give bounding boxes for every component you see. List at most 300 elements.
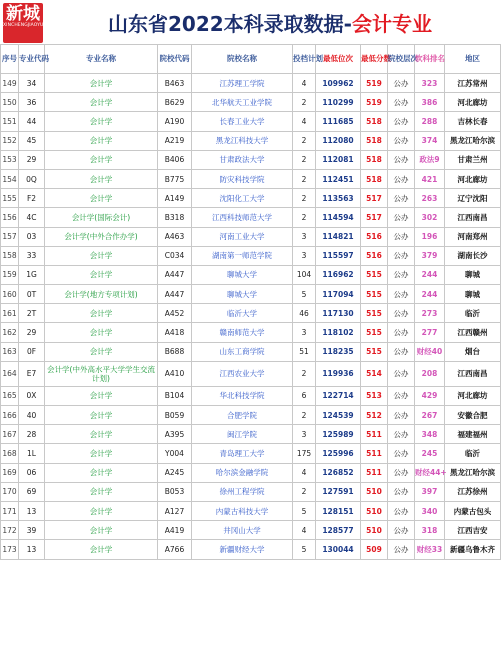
lowest-score: 519: [361, 93, 388, 112]
header-school-name: 院校名称: [192, 45, 293, 74]
major-name: 会计学: [45, 425, 158, 444]
soft-rank: 244: [415, 285, 445, 304]
soft-rank: 245: [415, 444, 445, 463]
major-name: 会计学(中外高水平大学学生交流计划): [45, 361, 158, 386]
lowest-rank: 130044: [316, 540, 361, 559]
plan-count: 2: [293, 169, 316, 188]
region: 新疆乌鲁木齐: [445, 540, 501, 559]
table-row: [1, 304, 501, 323]
lowest-score: 519: [361, 74, 388, 93]
school-level: 公办: [388, 227, 415, 246]
lowest-rank: 112081: [316, 150, 361, 169]
school-code: A452: [158, 304, 192, 323]
plan-count: 51: [293, 342, 316, 361]
lowest-score: 515: [361, 265, 388, 284]
lowest-rank: 124539: [316, 406, 361, 425]
header-major-name: 专业名称: [45, 45, 158, 74]
major-name: 会计学: [45, 444, 158, 463]
plan-count: 5: [293, 285, 316, 304]
major-name: 会计学(国际会计): [45, 208, 158, 227]
lowest-score: 515: [361, 285, 388, 304]
row-index: 159: [1, 265, 19, 284]
lowest-score: 510: [361, 521, 388, 540]
table-row: [1, 425, 501, 444]
major-code: 13: [19, 501, 45, 520]
major-code: 0F: [19, 342, 45, 361]
row-index: 152: [1, 131, 19, 150]
header-plan: 投档计划: [293, 45, 316, 74]
row-index: 154: [1, 169, 19, 188]
plan-count: 5: [293, 540, 316, 559]
lowest-score: 515: [361, 323, 388, 342]
school-level: 公办: [388, 540, 415, 559]
soft-rank: 208: [415, 361, 445, 386]
school-level: 公办: [388, 444, 415, 463]
major-name: 会计学: [45, 150, 158, 169]
major-name: 会计学: [45, 169, 158, 188]
plan-count: 104: [293, 265, 316, 284]
lowest-score: 515: [361, 342, 388, 361]
major-name: 会计学: [45, 265, 158, 284]
major-name: 会计学: [45, 521, 158, 540]
table-row: [1, 444, 501, 463]
lowest-score: 516: [361, 246, 388, 265]
plan-count: 2: [293, 482, 316, 501]
school-code: A149: [158, 189, 192, 208]
region: 聊城: [445, 285, 501, 304]
plan-count: 3: [293, 227, 316, 246]
row-index: 171: [1, 501, 19, 520]
major-code: E7: [19, 361, 45, 386]
plan-count: 2: [293, 208, 316, 227]
region: 辽宁沈阳: [445, 189, 501, 208]
table-header-row: [1, 45, 501, 74]
plan-count: 2: [293, 189, 316, 208]
lowest-score: 511: [361, 463, 388, 482]
major-name: 会计学: [45, 112, 158, 131]
school-code: A447: [158, 265, 192, 284]
major-code: 45: [19, 131, 45, 150]
lowest-rank: 114594: [316, 208, 361, 227]
major-name: 会计学: [45, 482, 158, 501]
school-level: 公办: [388, 323, 415, 342]
row-index: 161: [1, 304, 19, 323]
school-level: 公办: [388, 265, 415, 284]
school-code: A127: [158, 501, 192, 520]
school-level: 公办: [388, 93, 415, 112]
school-name: 北华航天工业学院: [192, 93, 293, 112]
school-level: 公办: [388, 463, 415, 482]
major-code: 1G: [19, 265, 45, 284]
lowest-score: 517: [361, 189, 388, 208]
school-code: A766: [158, 540, 192, 559]
region: 河北廊坊: [445, 169, 501, 188]
region: 湖南长沙: [445, 246, 501, 265]
school-name: 黑龙江科技大学: [192, 131, 293, 150]
major-name: 会计学: [45, 323, 158, 342]
soft-rank: 277: [415, 323, 445, 342]
lowest-rank: 109962: [316, 74, 361, 93]
school-name: 聊城大学: [192, 285, 293, 304]
school-name: 新疆财经大学: [192, 540, 293, 559]
header-lowest-rank: 最低位次: [316, 45, 361, 74]
major-code: 2T: [19, 304, 45, 323]
lowest-score: 511: [361, 444, 388, 463]
title-part-1: 山东省2022本科录取数据-: [108, 12, 352, 36]
soft-rank: 379: [415, 246, 445, 265]
major-code: 28: [19, 425, 45, 444]
lowest-rank: 112451: [316, 169, 361, 188]
lowest-score: 512: [361, 406, 388, 425]
header-major-code: 专业代码: [19, 45, 45, 74]
lowest-rank: 117130: [316, 304, 361, 323]
lowest-rank: 110299: [316, 93, 361, 112]
school-level: 公办: [388, 425, 415, 444]
major-code: 06: [19, 463, 45, 482]
lowest-rank: 111685: [316, 112, 361, 131]
lowest-score: 511: [361, 425, 388, 444]
major-code: 0X: [19, 386, 45, 405]
region: 安徽合肥: [445, 406, 501, 425]
lowest-rank: 114821: [316, 227, 361, 246]
table-row: [1, 361, 501, 386]
school-code: A219: [158, 131, 192, 150]
school-level: 公办: [388, 208, 415, 227]
school-name: 合肥学院: [192, 406, 293, 425]
major-code: 69: [19, 482, 45, 501]
school-name: 哈尔滨金融学院: [192, 463, 293, 482]
major-name: 会计学: [45, 386, 158, 405]
table-body: [1, 74, 501, 560]
school-level: 公办: [388, 285, 415, 304]
region: 江苏常州: [445, 74, 501, 93]
region: 江西赣州: [445, 323, 501, 342]
plan-count: 46: [293, 304, 316, 323]
soft-rank: 421: [415, 169, 445, 188]
soft-rank: 348: [415, 425, 445, 444]
header-idx: 序号: [1, 45, 19, 74]
school-code: A447: [158, 285, 192, 304]
major-code: 4C: [19, 208, 45, 227]
brand-logo: [3, 3, 43, 43]
major-name: 会计学: [45, 406, 158, 425]
school-level: 公办: [388, 74, 415, 93]
school-name: 闽江学院: [192, 425, 293, 444]
region: 河北廊坊: [445, 386, 501, 405]
logo-main-text: 新城: [6, 4, 40, 24]
school-level: 公办: [388, 406, 415, 425]
table-row: [1, 208, 501, 227]
lowest-score: 513: [361, 386, 388, 405]
lowest-score: 518: [361, 112, 388, 131]
plan-count: 3: [293, 323, 316, 342]
table-row: [1, 112, 501, 131]
school-level: 公办: [388, 112, 415, 131]
lowest-rank: 122714: [316, 386, 361, 405]
major-code: 13: [19, 540, 45, 559]
major-name: 会计学(中外合作办学): [45, 227, 158, 246]
lowest-rank: 117094: [316, 285, 361, 304]
row-index: 169: [1, 463, 19, 482]
school-level: 公办: [388, 482, 415, 501]
row-index: 165: [1, 386, 19, 405]
school-level: 公办: [388, 361, 415, 386]
lowest-score: 516: [361, 227, 388, 246]
major-name: 会计学: [45, 93, 158, 112]
school-level: 公办: [388, 150, 415, 169]
table-row: [1, 131, 501, 150]
plan-count: 4: [293, 112, 316, 131]
table-row: [1, 463, 501, 482]
table-row: [1, 386, 501, 405]
header: [0, 0, 500, 44]
school-name: 井冈山大学: [192, 521, 293, 540]
plan-count: 3: [293, 425, 316, 444]
region: 黑龙江哈尔滨: [445, 463, 501, 482]
major-name: 会计学: [45, 131, 158, 150]
school-code: A395: [158, 425, 192, 444]
plan-count: 2: [293, 361, 316, 386]
school-level: 公办: [388, 304, 415, 323]
lowest-rank: 128151: [316, 501, 361, 520]
soft-rank: 财经40: [415, 342, 445, 361]
major-name: 会计学: [45, 304, 158, 323]
soft-rank: 374: [415, 131, 445, 150]
school-code: Y004: [158, 444, 192, 463]
region: 内蒙古包头: [445, 501, 501, 520]
header-lowest-score: 最低分数: [361, 45, 388, 74]
lowest-score: 515: [361, 304, 388, 323]
table-row: [1, 74, 501, 93]
region: 江苏徐州: [445, 482, 501, 501]
soft-rank: 财经44+: [415, 463, 445, 482]
school-name: 湖南第一师范学院: [192, 246, 293, 265]
table-row: [1, 150, 501, 169]
soft-rank: 263: [415, 189, 445, 208]
region: 烟台: [445, 342, 501, 361]
school-code: A190: [158, 112, 192, 131]
school-code: A410: [158, 361, 192, 386]
school-name: 防灾科技学院: [192, 169, 293, 188]
soft-rank: 429: [415, 386, 445, 405]
lowest-rank: 116962: [316, 265, 361, 284]
school-name: 沈阳化工大学: [192, 189, 293, 208]
plan-count: 4: [293, 74, 316, 93]
school-code: C034: [158, 246, 192, 265]
region: 临沂: [445, 304, 501, 323]
plan-count: 2: [293, 150, 316, 169]
school-name: 河南工业大学: [192, 227, 293, 246]
school-name: 山东工商学院: [192, 342, 293, 361]
row-index: 157: [1, 227, 19, 246]
plan-count: 4: [293, 521, 316, 540]
lowest-rank: 118235: [316, 342, 361, 361]
row-index: 166: [1, 406, 19, 425]
region: 临沂: [445, 444, 501, 463]
school-name: 长春工业大学: [192, 112, 293, 131]
logo-sub-text: XINCHENGJIAOYU: [3, 23, 44, 28]
table-row: [1, 189, 501, 208]
lowest-rank: 112080: [316, 131, 361, 150]
plan-count: 6: [293, 386, 316, 405]
region: 甘肃兰州: [445, 150, 501, 169]
major-name: 会计学: [45, 189, 158, 208]
row-index: 162: [1, 323, 19, 342]
school-name: 青岛理工大学: [192, 444, 293, 463]
row-index: 160: [1, 285, 19, 304]
major-code: 0Q: [19, 169, 45, 188]
lowest-score: 518: [361, 150, 388, 169]
school-level: 公办: [388, 386, 415, 405]
school-code: B688: [158, 342, 192, 361]
major-code: 29: [19, 150, 45, 169]
plan-count: 4: [293, 463, 316, 482]
soft-rank: 318: [415, 521, 445, 540]
row-index: 149: [1, 74, 19, 93]
row-index: 153: [1, 150, 19, 169]
major-code: 33: [19, 246, 45, 265]
region: 吉林长春: [445, 112, 501, 131]
major-code: 34: [19, 74, 45, 93]
row-index: 172: [1, 521, 19, 540]
plan-count: 2: [293, 406, 316, 425]
row-index: 151: [1, 112, 19, 131]
region: 黑龙江哈尔滨: [445, 131, 501, 150]
soft-rank: 340: [415, 501, 445, 520]
lowest-score: 517: [361, 208, 388, 227]
lowest-rank: 119936: [316, 361, 361, 386]
row-index: 168: [1, 444, 19, 463]
school-code: B463: [158, 74, 192, 93]
soft-rank: 323: [415, 74, 445, 93]
table-row: [1, 342, 501, 361]
major-code: 40: [19, 406, 45, 425]
major-code: 44: [19, 112, 45, 131]
region: 福建福州: [445, 425, 501, 444]
major-name: 会计学: [45, 540, 158, 559]
table-row: [1, 93, 501, 112]
school-code: B104: [158, 386, 192, 405]
table-row: [1, 169, 501, 188]
table-row: [1, 323, 501, 342]
row-index: 156: [1, 208, 19, 227]
school-name: 临沂大学: [192, 304, 293, 323]
soft-rank: 386: [415, 93, 445, 112]
row-index: 163: [1, 342, 19, 361]
school-code: A418: [158, 323, 192, 342]
plan-count: 2: [293, 131, 316, 150]
row-index: 167: [1, 425, 19, 444]
major-name: 会计学: [45, 342, 158, 361]
lowest-rank: 113563: [316, 189, 361, 208]
table-row: [1, 285, 501, 304]
school-code: B775: [158, 169, 192, 188]
school-name: 内蒙古科技大学: [192, 501, 293, 520]
row-index: 173: [1, 540, 19, 559]
major-code: 39: [19, 521, 45, 540]
major-name: 会计学: [45, 501, 158, 520]
lowest-score: 514: [361, 361, 388, 386]
school-level: 公办: [388, 131, 415, 150]
header-school-code: 院校代码: [158, 45, 192, 74]
major-name: 会计学: [45, 463, 158, 482]
lowest-rank: 126852: [316, 463, 361, 482]
table-row: [1, 540, 501, 559]
school-name: 江西农业大学: [192, 361, 293, 386]
soft-rank: 财经33: [415, 540, 445, 559]
lowest-rank: 125996: [316, 444, 361, 463]
school-level: 公办: [388, 521, 415, 540]
major-code: 29: [19, 323, 45, 342]
lowest-rank: 127591: [316, 482, 361, 501]
table-row: [1, 406, 501, 425]
school-level: 公办: [388, 189, 415, 208]
school-name: 赣南师范大学: [192, 323, 293, 342]
plan-count: 5: [293, 501, 316, 520]
table-row: [1, 246, 501, 265]
region: 聊城: [445, 265, 501, 284]
row-index: 150: [1, 93, 19, 112]
table-row: [1, 265, 501, 284]
table-row: [1, 501, 501, 520]
soft-rank: 302: [415, 208, 445, 227]
row-index: 155: [1, 189, 19, 208]
table-row: [1, 521, 501, 540]
row-index: 158: [1, 246, 19, 265]
major-code: F2: [19, 189, 45, 208]
school-code: B059: [158, 406, 192, 425]
major-code: 0T: [19, 285, 45, 304]
school-name: 徐州工程学院: [192, 482, 293, 501]
table-row: [1, 227, 501, 246]
plan-count: 175: [293, 444, 316, 463]
major-name: 会计学: [45, 246, 158, 265]
header-level: 院校层次: [388, 45, 415, 74]
region: 江西南昌: [445, 208, 501, 227]
major-code: 1L: [19, 444, 45, 463]
lowest-rank: 128577: [316, 521, 361, 540]
plan-count: 2: [293, 93, 316, 112]
school-name: 江苏理工学院: [192, 74, 293, 93]
school-code: A245: [158, 463, 192, 482]
soft-rank: 政法9: [415, 150, 445, 169]
soft-rank: 273: [415, 304, 445, 323]
lowest-score: 518: [361, 131, 388, 150]
lowest-score: 510: [361, 501, 388, 520]
row-index: 170: [1, 482, 19, 501]
school-name: 甘肃政法大学: [192, 150, 293, 169]
school-code: B053: [158, 482, 192, 501]
school-name: 聊城大学: [192, 265, 293, 284]
school-level: 公办: [388, 246, 415, 265]
major-name: 会计学(地方专项计划): [45, 285, 158, 304]
school-level: 公办: [388, 169, 415, 188]
school-code: B629: [158, 93, 192, 112]
school-name: 华北科技学院: [192, 386, 293, 405]
header-soft-rank: 软科排名: [415, 45, 445, 74]
table-row: [1, 482, 501, 501]
lowest-score: 509: [361, 540, 388, 559]
school-code: A419: [158, 521, 192, 540]
admission-table: [0, 44, 501, 560]
lowest-rank: 125989: [316, 425, 361, 444]
title-part-2: 会计专业: [351, 12, 432, 36]
soft-rank: 288: [415, 112, 445, 131]
region: 江西南昌: [445, 361, 501, 386]
lowest-score: 510: [361, 482, 388, 501]
lowest-rank: 118102: [316, 323, 361, 342]
school-name: 江西科技师范大学: [192, 208, 293, 227]
